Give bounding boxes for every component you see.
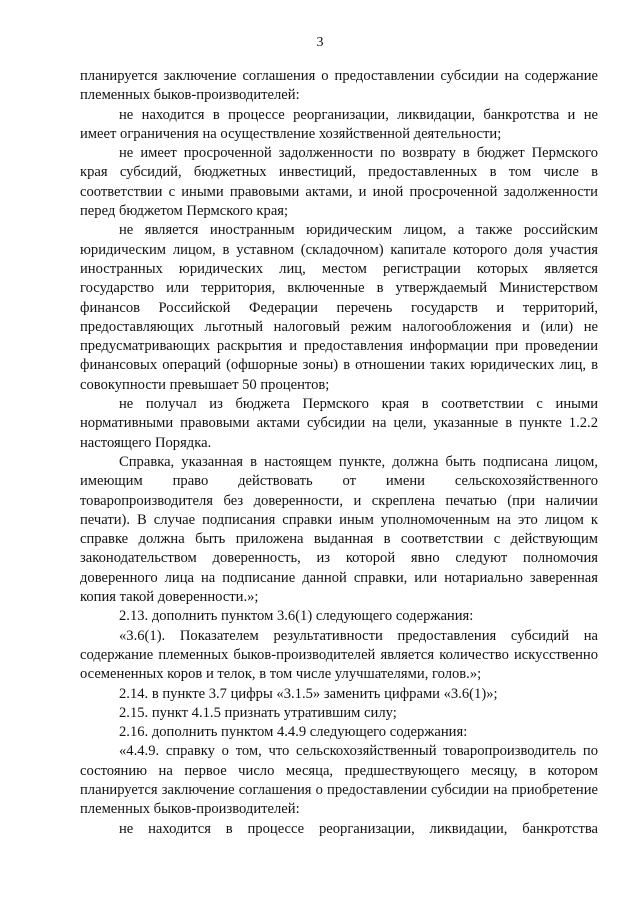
paragraph: не получал из бюджета Пермского края в соответствии с иными нормативными правовыми актами субсидии на цели, указанные в пункте 1.2.2 настоящего Порядка. — [80, 396, 598, 451]
paragraph: 2.13. дополнить пунктом 3.6(1) следующего содержания: — [119, 608, 474, 625]
paragraph: «4.4.9. справку о том, что сельскохозяйственный товаропроизводитель по состоянию на первое число месяца, предшествующего месяцу, в котором планируется заключение соглашения о предоставлении субсидии на приобретение племенных быков-производителей: — [80, 743, 598, 818]
paragraph: «3.6(1). Показателем результативности предоставления субсидий на содержание племенных быков-производителей является количество искусственно осемененных коров и телок, в том числе улучшателями, голов.»; — [80, 627, 598, 683]
paragraph: 2.16. дополнить пунктом 4.4.9 следующего содержания: — [119, 724, 468, 741]
paragraph: планируется заключение соглашения о предоставлении субсидии на содержание племенных быков-производителей: — [80, 68, 598, 104]
paragraph: не является иностранным юридическим лицом, а также российским юридическим лицом, в уставном (складочном) капитале которого доля участия иностранных юридических лиц, местом регистрации которых является государство или территория, включенные в утверждаемый Министерством финансов Российской Федерации перечень государств и территорий, предоставляющих льготный налоговый режим налогообложения и (или) не предусматривающих раскрытия и предоставления информации при проведении финансовых операций (офшорные зоны) в отношении таких юридических лиц, в совокупности превышает 50 процентов; — [80, 222, 598, 393]
paragraph: не находится в процессе реорганизации, ликвидации, банкротства — [119, 820, 598, 837]
paragraph: не находится в процессе реорганизации, ликвидации, банкротства и не имеет ограничения на осуществление хозяйственной деятельности; — [80, 106, 598, 142]
paragraph: 2.14. в пункте 3.7 цифры «3.1.5» заменить цифрами «3.6(1)»; — [119, 685, 498, 702]
page-number: 3 — [316, 35, 324, 50]
paragraph: не имеет просроченной задолженности по возврату в бюджет Пермского края субсидий, бюджетных инвестиций, предоставленных в том числе в соответствии с иными правовыми актами, и иной просроченной задолженности перед бюджетом Пермского края; — [80, 145, 598, 220]
paragraph: 2.15. пункт 4.1.5 признать утратившим силу; — [119, 704, 397, 721]
document-body — [80, 67, 598, 839]
paragraph: Справка, указанная в настоящем пункте, должна быть подписана лицом, имеющим право действовать от имени сельскохозяйственного товаропроизводителя без доверенности, и скреплена печатью (при наличии печати). В случае подписания справки иным уполномоченным на это лицом к справке должна быть приложена выданная в соответствии с действующим законодательством доверенность, из которой явно следуют полномочия доверенного лица на подписание данной справки, или нотариально заверенная копия такой доверенности.»; — [80, 453, 598, 606]
